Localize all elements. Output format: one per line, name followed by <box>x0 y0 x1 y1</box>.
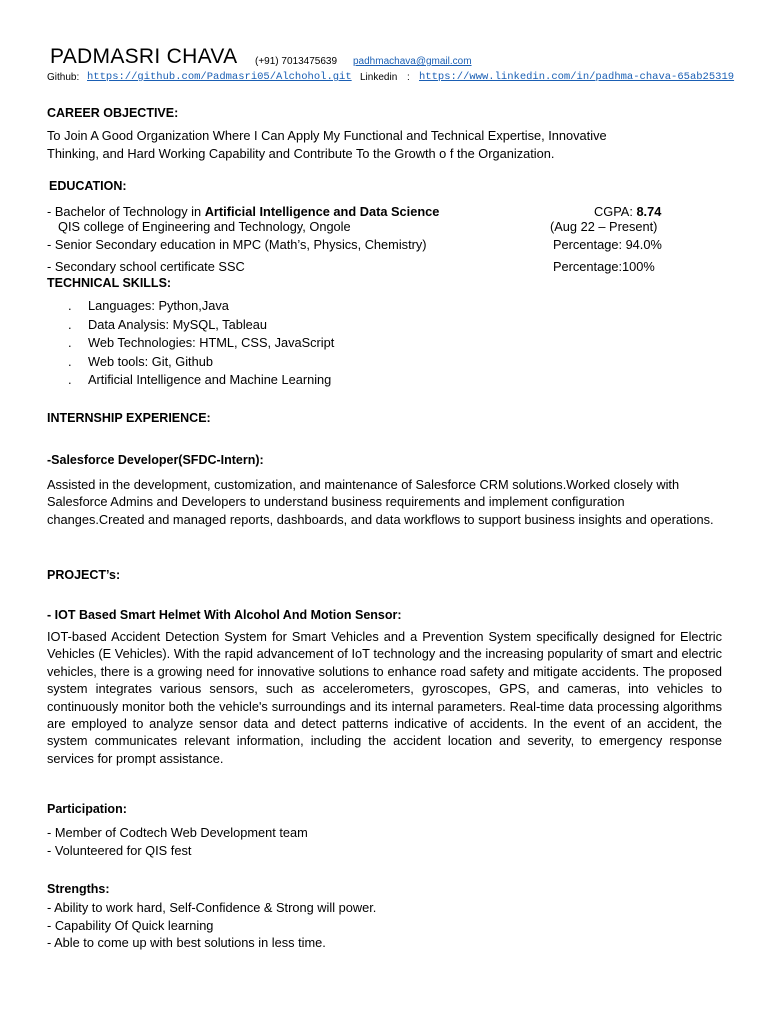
list-item: - Capability Of Quick learning <box>47 917 214 933</box>
strengths-heading: Strengths: <box>47 882 110 896</box>
email-link[interactable]: padhmachava@gmail.com <box>353 56 472 67</box>
skill-text: Artificial Intelligence and Machine Learning <box>88 372 332 387</box>
participation-list <box>47 824 308 859</box>
education-btech-institution: QIS college of Engineering and Technology, Ongole <box>58 219 351 234</box>
career-objective-line-2: Thinking, and Hard Working Capability and Contribute To the Growth o f the Organization. <box>47 146 555 161</box>
list-item: - Able to come up with best solutions in less time. <box>47 935 326 950</box>
bullet: . <box>68 335 72 350</box>
candidate-name: PADMASRI CHAVA <box>50 45 238 68</box>
list-item <box>68 353 334 372</box>
github-label: Github: <box>47 72 80 83</box>
skill-text: Languages: Python,Java <box>88 298 229 313</box>
list-item: - Ability to work hard, Self-Confidence & Strong will power. <box>47 900 377 915</box>
bullet: . <box>68 298 72 313</box>
github-link[interactable]: https://github.com/Padmasri05/Alchohol.git <box>87 71 352 83</box>
participation-heading: Participation: <box>47 802 127 816</box>
education-item-senior-secondary: - Senior Secondary education in MPC (Math’s, Physics, Chemistry) <box>47 237 427 252</box>
linkedin-link[interactable]: https://www.linkedin.com/in/padhma-chava-65ab25319 <box>419 71 735 83</box>
list-item: - Member of Codtech Web Development team <box>47 825 308 840</box>
list-item <box>68 316 334 335</box>
skill-text: Web tools: Git, Github <box>88 353 213 369</box>
list-item <box>68 371 334 390</box>
education-item-btech <box>47 204 439 219</box>
skill-text: Data Analysis: MySQL, Tableau <box>88 316 268 332</box>
technical-skills-heading: TECHNICAL SKILLS: <box>47 276 172 290</box>
list-item <box>68 334 334 353</box>
internship-role: -Salesforce Developer(SFDC-Intern): <box>47 453 264 467</box>
project-title: - IOT Based Smart Helmet With Alcohol And Motion Sensor: <box>47 608 402 622</box>
linkedin-separator: : <box>407 72 410 83</box>
bullet: . <box>68 372 72 387</box>
education-btech-field: Artificial Intelligence and Data Science <box>204 204 440 219</box>
cgpa-value: 8.74 <box>636 204 662 219</box>
list-item: - Volunteered for QIS fest <box>47 842 192 858</box>
education-senior-secondary-score: Percentage: 94.0% <box>553 237 662 252</box>
internship-description: Assisted in the development, customization, and maintenance of Salesforce CRM solutions.Worked closely with Salesforce Admins and Developers to understand business requirements and implement configuration changes.Created and managed reports, dashboards, and data workflows to support business insights and operations. <box>47 477 714 527</box>
education-heading: EDUCATION: <box>49 179 127 193</box>
education-btech-score <box>594 204 661 219</box>
education-btech-period: (Aug 22 – Present) <box>550 219 658 234</box>
technical-skills-list <box>68 297 334 390</box>
skill-text: Web Technologies: HTML, CSS, JavaScript <box>88 335 335 350</box>
bullet: . <box>68 353 72 369</box>
education-ssc-score: Percentage:100% <box>553 259 655 274</box>
career-objective-line-1: To Join A Good Organization Where I Can Apply My Functional and Technical Expertise, Innovative <box>47 128 607 143</box>
cgpa-label: CGPA: <box>594 204 637 219</box>
list-item <box>68 297 334 316</box>
project-description: IOT-based Accident Detection System for Smart Vehicles and a Prevention System specifically designed for Electric Vehicles (E Vehicles). With the rapid advancement of IoT technology and the increasing popularity of smart and electric vehicles, there is a growing need for innovative solutions to enhance road safety and mitigate accidents. The proposed system integrates various sensors, such as accelerometers, gyroscopes, GPS, and cameras, into vehicles to continuously monitor both the vehicle's surroundings and its internal parameters. Real-time data processing algorithms are employed to analyze sensor data and detect patterns indicative of accidents. In the event of an accident, the system communicates relevant information, including the accident location and severity, to emergency response services for prompt assistance. <box>47 629 722 766</box>
bullet: . <box>68 316 72 332</box>
education-btech-prefix: - Bachelor of Technology in <box>47 204 205 219</box>
linkedin-label: Linkedin <box>360 72 398 83</box>
strengths-list <box>47 899 376 952</box>
phone-number: (+91) 7013475639 <box>255 56 338 67</box>
internship-heading: INTERNSHIP EXPERIENCE: <box>47 411 211 425</box>
projects-heading: PROJECT’s: <box>47 568 121 582</box>
career-objective-heading: CAREER OBJECTIVE: <box>47 106 179 120</box>
education-item-ssc: - Secondary school certificate SSC <box>47 259 245 274</box>
